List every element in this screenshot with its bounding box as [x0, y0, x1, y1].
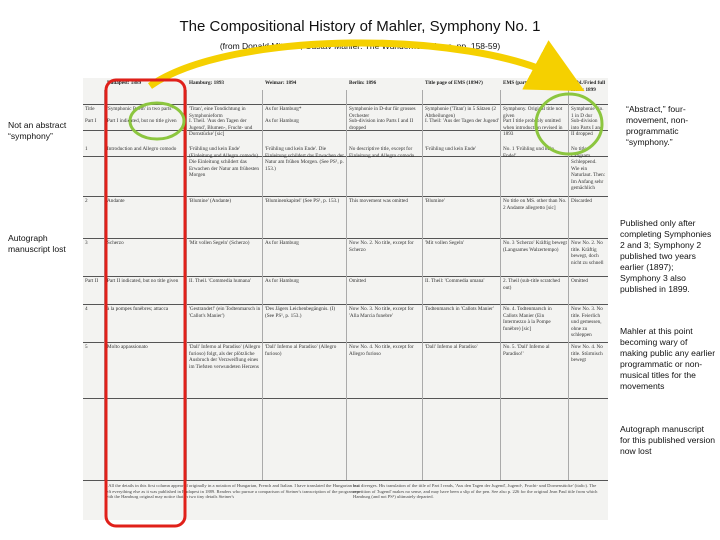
table-cell: Scherzo: [107, 240, 124, 246]
note-abstract: “Abstract,” four-movement, non-programmatic “symphony.”: [626, 104, 689, 147]
table-cell: II. Theil: 'Commedia umana': [425, 278, 485, 284]
table-cell: Molto appassionato: [107, 344, 148, 350]
table-cell: As for Hamburg: [265, 278, 299, 284]
table-cell: Part II indicated, but no title given: [107, 278, 179, 284]
table-cell: As for Hamburg: [265, 240, 299, 246]
table-row-label: 2: [85, 198, 88, 204]
table-cell: Omitted: [571, 278, 589, 284]
table-cell: Symphony. Original title not given: [503, 106, 563, 119]
table-row-label: Part I: [85, 118, 97, 124]
table-cell: 2. Theil (sub-title scratched out): [503, 278, 560, 291]
table-cell: As for Hamburg*: [265, 106, 302, 112]
red-highlight-box: [106, 80, 185, 526]
table-cell: This movement was omitted: [349, 198, 408, 204]
table-cell: Now No. 4. No title, except for Allegro furioso: [349, 344, 414, 357]
table-cell: 'Blumine': [425, 198, 445, 204]
table-cell: No. 3 'Scherzo' Kräftig bewegt (Langsames Walzertempo): [503, 240, 567, 253]
table-cell: 'Titan', eine Tondichtung in Symphonieform: [189, 106, 246, 119]
table-cell: No descriptive title, except for Einleitung and Allegro comodo: [349, 146, 415, 159]
table-cell: 'Dall' Inferno al Paradiso': [425, 344, 478, 350]
table-row-label: 1: [85, 146, 88, 152]
table-cell: 'Bluminenkapitel' (See PS¹, p. 153.): [265, 198, 340, 204]
table-header-cell: Weimar: 1894: [265, 80, 297, 86]
note-published: Published only after completing Symphonies 2 and 3; Symphony 2 published two years earlier (1897); Symphony 3 also published in 1899.: [620, 218, 712, 294]
table-header-cell: Hamburg: 1893: [189, 80, 225, 86]
table-cell: Symphonie No. 1 in D dur: [571, 106, 604, 119]
table-cell: 'Frühling und kein Ende'. Die Einleitung schildert das Erwachen der Natur am frühen Morgen. (See PS¹, p. 153.): [265, 146, 344, 172]
table-cell: No title. Langsam. Schleppend. Wie ein Naturlaut. Then: Im Anfang sehr gemächlich: [571, 146, 606, 191]
table-cell: Sub-division into Parts I and II dropped: [571, 118, 603, 137]
table-cell: 'Des Jägers Leichenbegängnis. (I) (See PS¹, p. 153.): [265, 306, 336, 319]
table-cell: à la pompes funèbres; attacca: [107, 306, 169, 312]
note-mahler-wary: Mahler at this point becoming wary of making public any earlier programmatic or non-musical titles for the movements: [620, 326, 716, 391]
green-circle-budapest: [130, 103, 184, 139]
table-cell: 'Frühling und kein Ende': [425, 146, 477, 152]
note-not-abstract: Not an abstract “symphony”: [8, 120, 67, 141]
arrow: [150, 43, 560, 86]
footnote-left: * All the details in this first column appeared originally in a notation of Hungarian, French and Italian. I have translated the Hungarian but left everything else as it was published in Budapest in 1889. Readers who pursue a comparison of Steiner's transcription of the programme with the Hamburg original may notice that in two tiny details Steiner's: [105, 483, 360, 499]
table-row-label: Title: [85, 106, 95, 112]
table-cell: 'Gestrandet!' (ein Todtenmarsch in 'Callot's Manier'): [189, 306, 261, 319]
table-cell: No. 4. Todtenmarsch in Callots Manier (Ein Intermezzo à la Pompe funèbre) [sic]: [503, 306, 552, 332]
table-cell: Sub-division into Parts I and II dropped: [349, 118, 414, 131]
table-cell: Part I indicated, but no title given: [107, 118, 177, 124]
table-cell: Introduction and Allegro comodo: [107, 146, 177, 152]
table-cell: Now No. 4. No title. Stürmisch bewegt: [571, 344, 603, 363]
table-header-cell: Publ./Fried full score: 1899: [571, 80, 606, 93]
table-row-label: 4: [85, 306, 88, 312]
table-cell: Andante: [107, 198, 125, 204]
table-header-cell: Berlin: 1896: [349, 80, 377, 86]
table-cell: Discarded: [571, 198, 593, 204]
green-circle-publication: [536, 94, 602, 154]
page-subtitle: (from Donald Mitchell, Gustav Mahler: The Wunderhorn Years, pp. 158-59): [219, 41, 501, 51]
table-cell: 'Frühling und kein Ende' (Einleitung und Allegro comodo). Die Einleitung schildert das Erwachen der Natur am frühesten Morgen: [189, 146, 260, 178]
table-cell: Symphonie in D-dur für grosses Orchester: [349, 106, 416, 119]
table-cell: 'Symphonic Poem' in two parts*: [107, 106, 174, 112]
table-header-cell: EMS (part-revised 1893): [503, 80, 558, 86]
table-cell: II. Theil. 'Commedia humana': [189, 278, 251, 284]
table-cell: As for Hamburg: [265, 118, 299, 124]
table-header-cell: Title page of EMS (1894?): [425, 80, 483, 86]
table-cell: Part I title probably omitted when introduction revised in 1893: [503, 118, 563, 137]
table-cell: 'Dall' Inferno al Paradiso' (Allegro furioso) folgt, als der plötzliche Ausbruch der Verzweiflung eines im Tiefsten verwundeten Herzens: [189, 344, 261, 370]
table-cell: Symphonie ('Titan') in 5 Sätzen (2 Abtheilungen): [425, 106, 496, 119]
table-cell: Now No. 3. No title. Feierlich und gemessen, ohne zu schleppen: [571, 306, 603, 338]
table-cell: No title on MS. other than No. 2 Andante allegretto [sic]: [503, 198, 567, 211]
table-cell: Now No. 2. No title. Kräftig bewegt, doch nicht zu schnell: [571, 240, 604, 266]
table-cell: No. 5. 'Dall' Inferno al Paradiso!': [503, 344, 550, 357]
footnote-right: text diverges. His translation of the title of Part I reads, 'Aus den Tagen der Jugend', Jugend-, Frucht- und Dornenstücke' (italic). The repetition of 'Jugend' makes no sense, and may have been a slip of the pen. See also p. 226 for the original Jean Paul title from which Hamburg (and not PS¹) ultimately departed.: [353, 483, 598, 499]
table-cell: Now No. 3. No title, except for 'Alla Marcia funebre': [349, 306, 414, 319]
table-cell: 'Dall' Inferno al Paradiso' (Allegro furioso): [265, 344, 337, 357]
table-row-label: 3: [85, 240, 88, 246]
note-autograph-lost: Autograph manuscript lost: [8, 233, 66, 254]
page-title: The Compositional History of Mahler, Symphony No. 1: [179, 18, 541, 35]
table-cell: I. Theil: 'Aus der Tagen der Jugend': [425, 118, 499, 124]
table-cell: 'Mit vollen Segeln' (Scherzo): [189, 240, 250, 246]
table-cell: I. Theil. 'Aus den Tagen der Jugend', Blumen-, Frucht- und Dornstücke' [sic]: [189, 118, 253, 137]
table-cell: Todtenmarsch in 'Callots Manier': [425, 306, 494, 312]
table-cell: Now No. 2. No title, except for Scherzo: [349, 240, 414, 253]
table-cell: No. 1 'Frühling und kein Ende!': [503, 146, 554, 159]
table-row-label: Part II: [85, 278, 99, 284]
table-cell: Omitted: [349, 278, 367, 284]
table-cell: 'Blumine' (Andante): [189, 198, 232, 204]
table-header-cell: Budapest: 1889: [107, 80, 142, 86]
note-autograph-source: Autograph manuscript for this published version now lost: [620, 424, 716, 456]
table-row-label: 5: [85, 344, 88, 350]
table-cell: 'Mit vollen Segeln': [425, 240, 465, 246]
